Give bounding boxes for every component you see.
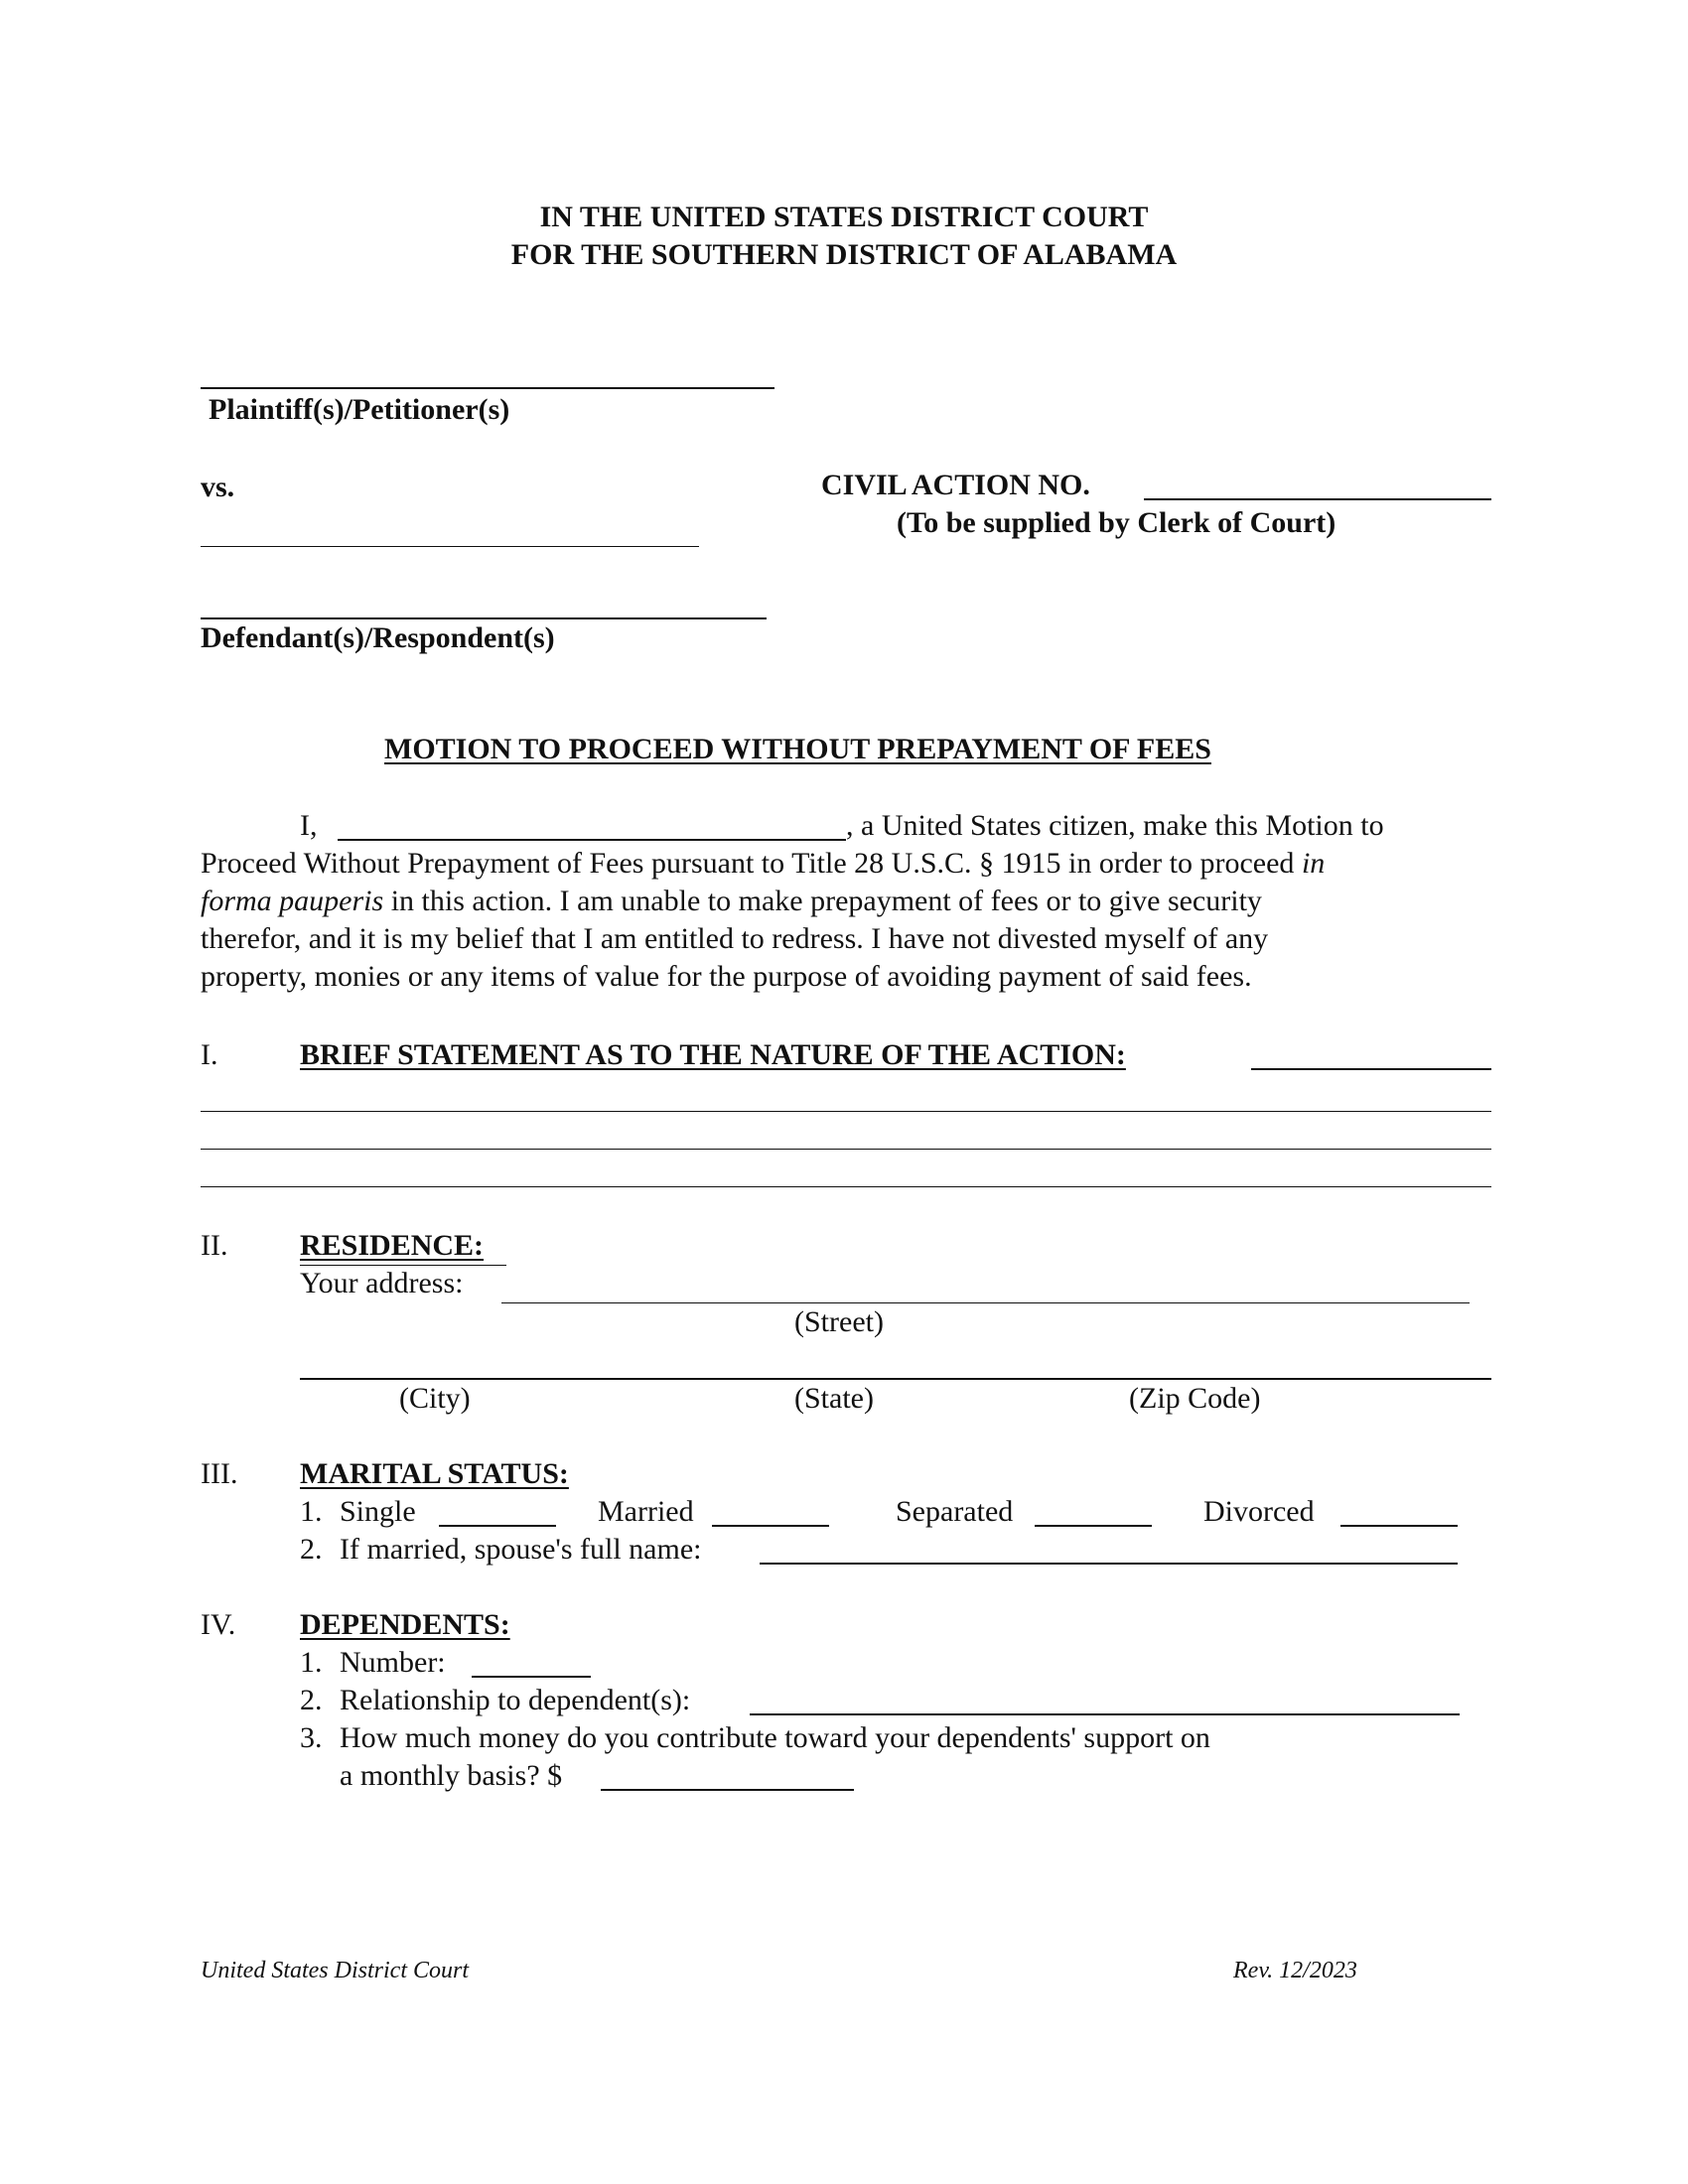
separated-label: Separated [896,1495,1014,1528]
divorced-label: Divorced [1203,1495,1315,1528]
monthly-support-field[interactable] [601,1789,854,1791]
clerk-note: (To be supplied by Clerk of Court) [897,506,1336,539]
married-field[interactable] [712,1525,829,1527]
intro-line-3 [201,885,1262,918]
applicant-name-field[interactable] [338,839,846,841]
section-4-heading: DEPENDENTS: [300,1608,510,1641]
support-question-line-1: How much money do you contribute toward your dependents' support on [340,1721,1210,1754]
section-1-number: I. [201,1038,218,1071]
dependents-number-label: Number: [340,1646,446,1679]
nature-of-action-field-2[interactable] [201,1111,1491,1112]
intro-line-5: property, monies or any items of value for the purpose of avoiding payment of said fees. [201,960,1252,993]
intro-suffix: , a United States citizen, make this Motion to [846,809,1384,842]
section-2-heading: RESIDENCE: [300,1229,485,1262]
city-state-zip-field[interactable] [300,1378,1491,1380]
nature-of-action-field-3[interactable] [201,1149,1491,1150]
plaintiff-label: Plaintiff(s)/Petitioner(s) [209,393,510,426]
section-3-heading: MARITAL STATUS: [300,1457,569,1490]
dependents-number-field[interactable] [472,1676,591,1678]
defendant-name-field[interactable] [201,617,767,619]
city-label: (City) [399,1382,471,1415]
divorced-field[interactable] [1340,1525,1458,1527]
vs-label: vs. [201,471,235,503]
intro-line-2 [201,847,1325,881]
marital-item-1-number: 1. [300,1495,323,1528]
street-field[interactable] [501,1302,1470,1303]
civil-action-label: CIVIL ACTION NO. [821,469,1090,501]
address-label: Your address: [300,1267,464,1299]
plaintiff-name-field[interactable] [201,387,774,389]
defendant-label: Defendant(s)/Respondent(s) [201,621,555,654]
dependents-item-2-number: 2. [300,1684,323,1716]
civil-action-number-field[interactable] [1144,498,1491,500]
motion-title: MOTION TO PROCEED WITHOUT PREPAYMENT OF FEES [384,733,1211,765]
intro-prefix: I, [300,809,318,842]
intro-line-3-italic: forma pauperis [201,885,384,917]
footer-revision: Rev. 12/2023 [1233,1958,1357,1983]
intro-line-2-italic: in [1301,847,1326,880]
footer-court: United States District Court [201,1958,469,1983]
street-label: (Street) [794,1305,884,1338]
section-1-heading: BRIEF STATEMENT AS TO THE NATURE OF THE ACTION: [300,1038,1126,1071]
married-label: Married [598,1495,694,1528]
marital-item-2-number: 2. [300,1533,323,1566]
dependents-item-1-number: 1. [300,1646,323,1679]
court-name-line1: IN THE UNITED STATES DISTRICT COURT [539,201,1149,233]
address-label-rule [300,1265,506,1266]
section-3-number: III. [201,1457,238,1490]
court-name-line2: FOR THE SOUTHERN DISTRICT OF ALABAMA [510,238,1178,271]
single-label: Single [340,1495,416,1528]
intro-line-3-text: in this action. I am unable to make prepayment of fees or to give security [390,885,1262,917]
zip-label: (Zip Code) [1129,1382,1261,1415]
intro-line-2-text: Proceed Without Prepayment of Fees pursuant to Title 28 U.S.C. § 1915 in order to proceed [201,847,1295,880]
support-question-line-2: a monthly basis? $ [340,1759,563,1792]
section-2-number: II. [201,1229,228,1262]
intro-line-4: therefor, and it is my belief that I am entitled to redress. I have not divested myself of any [201,922,1269,955]
state-label: (State) [794,1382,874,1415]
spouse-name-label: If married, spouse's full name: [340,1533,702,1566]
single-field[interactable] [439,1525,556,1527]
relationship-label: Relationship to dependent(s): [340,1684,691,1716]
caption-blank-line[interactable] [201,546,699,547]
separated-field[interactable] [1035,1525,1152,1527]
dependents-item-3-number: 3. [300,1721,323,1754]
relationship-field[interactable] [750,1713,1460,1715]
nature-of-action-field-1[interactable] [1251,1068,1491,1070]
nature-of-action-field-4[interactable] [201,1186,1491,1187]
spouse-name-field[interactable] [760,1563,1458,1565]
section-4-number: IV. [201,1608,236,1641]
